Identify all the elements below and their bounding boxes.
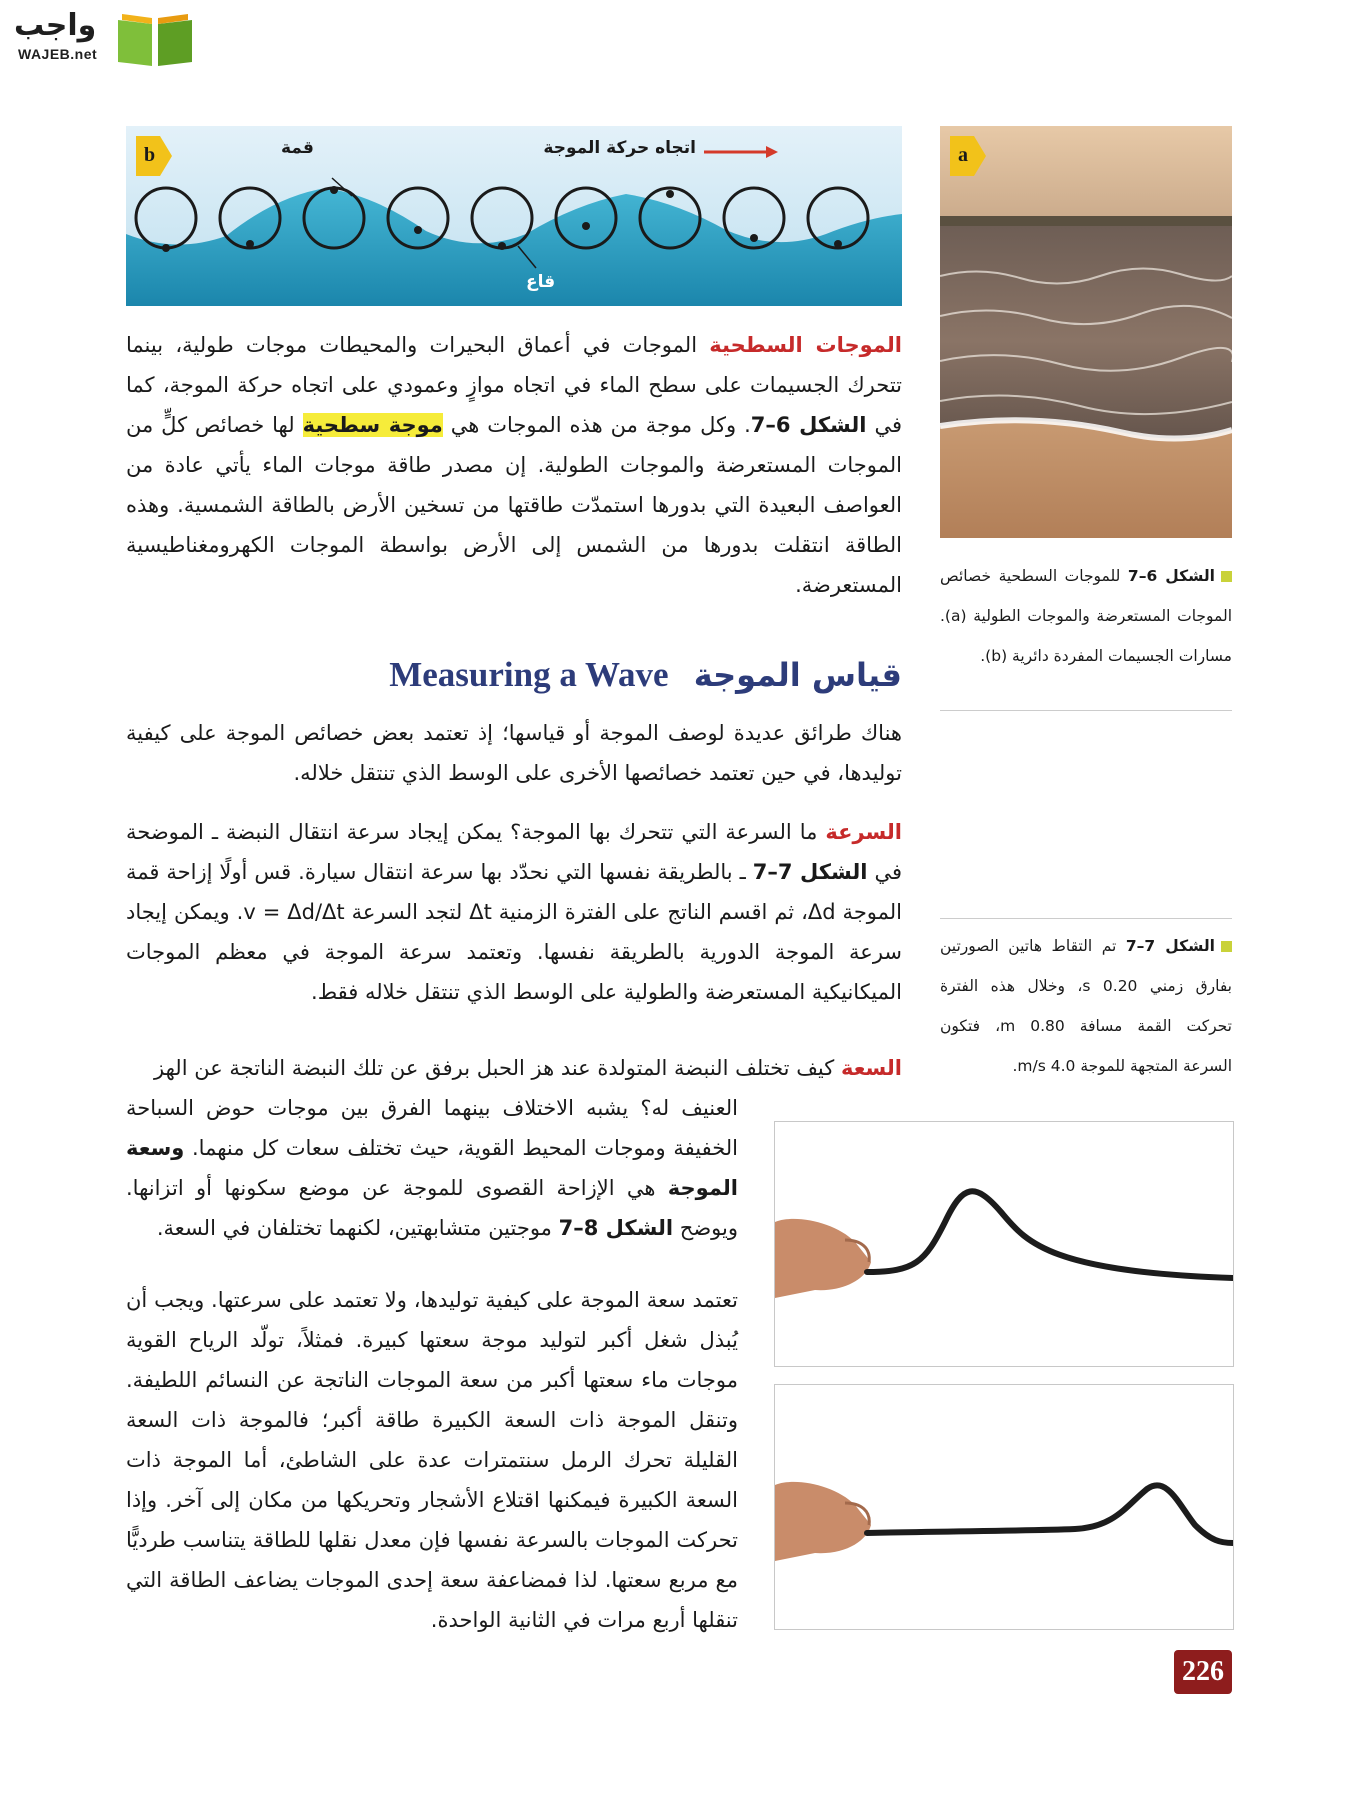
wave-diagram-svg <box>126 126 902 306</box>
rope-photo-1-svg <box>775 1122 1233 1366</box>
caption-6-7-text: للموجات السطحية خصائص الموجات المستعرضة والموجات الطولية (a). مسارات الجسيمات المفردة دائرية (b). <box>940 567 1232 665</box>
caption-7-7-text: تم التقاط هاتين الصورتين بفارق زمني 0.20 s، وخلال هذه الفترة تحركت القمة مسافة 0.80 m، فتكون السرعة المتجهة للموجة 4.0 m/s. <box>940 937 1232 1075</box>
measuring-intro-text: هناك طرائق عديدة لوصف الموجة أو قياسها؛ إذ تعتمد بعض خصائص الموجة على كيفية توليدها، في حين تعتمد خصائصها الأخرى على الوسط الذي تنتقل خلاله. <box>126 721 902 785</box>
caption-bullet-icon <box>1221 941 1232 952</box>
book-icon <box>114 10 196 68</box>
trough-label: قاع <box>526 272 556 292</box>
caption-bullet-icon <box>1221 571 1232 582</box>
figure-badge-a: a <box>958 144 968 166</box>
keyword-speed: السرعة <box>825 820 902 844</box>
surface-wave-diagram <box>126 126 902 306</box>
amplitude-text-1: كيف تختلف النبضة المتولدة عند هز الحبل برفق عن تلك النبضة الناتجة عن الهز <box>154 1056 841 1080</box>
rope-pulse-photo-2 <box>774 1384 1234 1630</box>
caption-7-7-title: الشكل 7–7 <box>1125 937 1215 955</box>
rope-pulse-photo-1 <box>774 1121 1234 1367</box>
figure-ref-8-7: الشكل 8–7 <box>558 1216 674 1240</box>
highlight-surface-wave: موجة سطحية <box>302 413 443 437</box>
crest-label: قمة <box>281 138 314 158</box>
surface-waves-text-2: . وكل موجة من هذه الموجات هي <box>442 413 751 437</box>
logo-latin-text: WAJEB.net <box>18 46 98 62</box>
amplitude-energy-paragraph <box>126 1280 738 1640</box>
caption-divider <box>940 918 1232 919</box>
site-logo <box>10 6 200 70</box>
surface-waves-paragraph <box>126 325 902 605</box>
beach-photo-svg <box>940 126 1232 538</box>
page-number: 226 <box>1174 1650 1232 1694</box>
surface-waves-text-3: لها خصائص كلٍّ من الموجات المستعرضة والموجات الطولية. إن مصدر طاقة موجات الماء يأتي عادة من العواصف البعيدة التي بدورها استمدّت طاقتها من تسخين الأرض بالطاقة الشمسية. وهذه الطاقة انتقلت بدورها من الشمس إلى الأرض بواسطة الموجات الكهرومغناطيسية المستعرضة. <box>126 413 902 597</box>
caption-figure-7-7 <box>940 926 1232 1086</box>
keyword-amplitude: السعة <box>840 1056 902 1080</box>
amplitude-energy-text: تعتمد سعة الموجة على كيفية توليدها، ولا تعتمد على سرعتها. ويجب أن يُبذل شغل أكبر لتوليد موجة سعتها كبيرة. فمثلاً، تولّد الرياح القوية موجات ماء سعتها أكبر من سعة الموجات الناتجة عن النسائم اللطيفة. وتنقل الموجة ذات السعة الكبيرة طاقة أكبر؛ فالموجة ذات السعة القليلة تحرك الرمل سنتمترات عدة على الشاطئ، أما الموجة ذات السعة الكبيرة فيمكنها اقتلاع الأشجار وتحريكها من مكان إلى آخر. وإذا تحركت الموجات بالسرعة نفسها فإن معدل نقلها للطاقة يتناسب طرديًّا مع مربع سعتها. لذا فمضاعفة سعة إحدى الموجات يضاعف الطاقة التي تنقلها أربع مرات في الثانية الواحدة. <box>126 1288 738 1632</box>
amplitude-text-2: العنيف له؟ يشبه الاختلاف بينهما الفرق بين موجات حوض السباحة الخفيفة وموجات المحيط القوية، حيث تختلف سعات كل منهما. <box>126 1096 738 1160</box>
amplitude-text-3: هي الإزاحة القصوى للموجة عن موضع سكونها أو اتزانها. ويوضح <box>126 1176 738 1240</box>
heading-arabic: قياس الموجة <box>693 656 902 694</box>
beach-wave-photo <box>940 126 1232 538</box>
amplitude-paragraph <box>126 1088 738 1248</box>
surface-waves-text-1: الموجات في أعماق البحيرات والمحيطات موجات طولية، بينما تتحرك الجسيمات على سطح الماء في اتجاه موازٍ وعمودي على اتجاه حركة الموجة، كما في <box>126 333 902 437</box>
amplitude-text-4: موجتين متشابهتين، لكنهما تختلفان في السعة. <box>156 1216 559 1240</box>
section-heading <box>126 650 902 700</box>
caption-6-7-title: الشكل 6–7 <box>1127 567 1215 585</box>
heading-english: Measuring a Wave <box>389 655 669 694</box>
logo-arabic-text: واجب <box>14 8 97 43</box>
amplitude-definition-term: وسعة الموجة <box>126 1136 738 1200</box>
keyword-surface-waves: الموجات السطحية <box>709 333 902 357</box>
caption-divider <box>940 710 1232 711</box>
rope-photo-2-svg <box>775 1385 1233 1629</box>
caption-figure-6-7 <box>940 556 1232 676</box>
figure-badge-b: b <box>144 144 156 166</box>
speed-text-2: ـ بالطريقة نفسها التي نحدّد بها سرعة انتقال سيارة. قس أولًا إزاحة قمة الموجة Δd، ثم اقسم الناتج على الفترة الزمنية Δt لتجد السرعة v = Δd/Δt. ويمكن إيجاد سرعة الموجة الدورية بالطريقة نفسها. وتعتمد سرعة الموجة في معظم الموجات الميكانيكية المستعرضة والطولية على الوسط الذي تنتقل خلاله فقط. <box>126 860 903 1004</box>
direction-label: اتجاه حركة الموجة <box>543 138 696 158</box>
measuring-intro-paragraph <box>126 713 902 793</box>
figure-ref-7-7: الشكل 7–7 <box>752 860 868 884</box>
figure-ref-6-7: الشكل 6–7 <box>750 413 867 437</box>
amplitude-paragraph-line-1 <box>126 1048 902 1088</box>
speed-paragraph <box>126 812 902 1012</box>
speed-text-1: ما السرعة التي تتحرك بها الموجة؟ يمكن إيجاد سرعة انتقال النبضة ـ الموضحة في <box>126 820 902 884</box>
